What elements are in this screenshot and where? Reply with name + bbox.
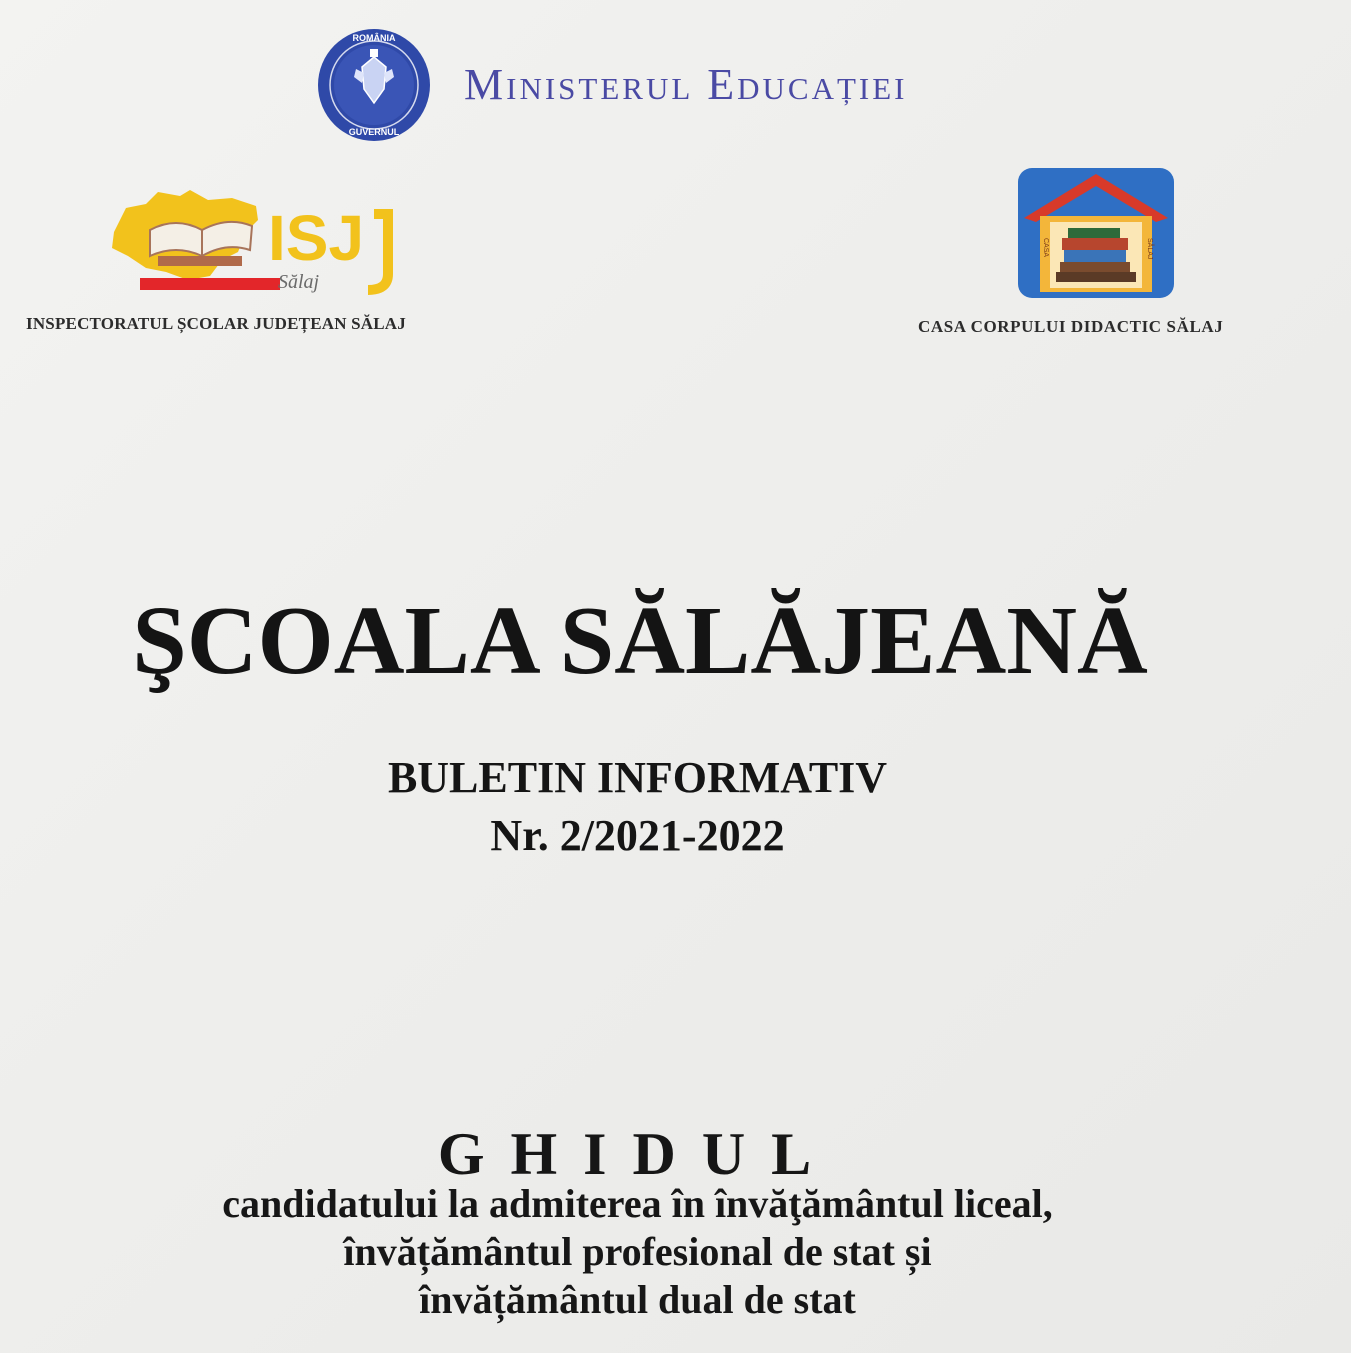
guide-title: GHIDUL [437, 1121, 838, 1187]
ccd-left-text: CASA [1042, 238, 1049, 258]
ministry-name: Ministerul Educației [464, 60, 908, 109]
ccd-right-text: SĂLAJ [1146, 238, 1153, 260]
ccd-caption: CASA CORPULUI DIDACTIC SĂLAJ [918, 317, 1224, 336]
isj-logo-icon [106, 186, 406, 298]
seal-text-bottom: GUVERNUL [348, 127, 400, 137]
bulletin-subtitle: BULETIN INFORMATIV [387, 753, 888, 802]
seal-text-top: ROMÂNIA [352, 33, 396, 43]
issue-number: Nr. 2/2021-2022 [490, 811, 785, 860]
isj-script: Sălaj [278, 271, 320, 293]
isj-caption: INSPECTORATUL ȘCOLAR JUDEȚEAN SĂLAJ [26, 314, 406, 333]
guide-line: învățământul dual de stat [419, 1277, 856, 1322]
government-seal-icon [316, 27, 432, 143]
ministry-header [316, 26, 908, 144]
isj-letters: ISJ [268, 202, 365, 274]
ccd-logo-icon [1016, 166, 1176, 300]
page-title: ŞCOALA SĂLĂJEANĂ [132, 587, 1148, 695]
guide-line: învățământul profesional de stat și [343, 1229, 932, 1274]
guide-description [0, 1180, 1275, 1324]
guide-line: candidatului la admiterea în învăţământul liceal, [222, 1181, 1053, 1226]
